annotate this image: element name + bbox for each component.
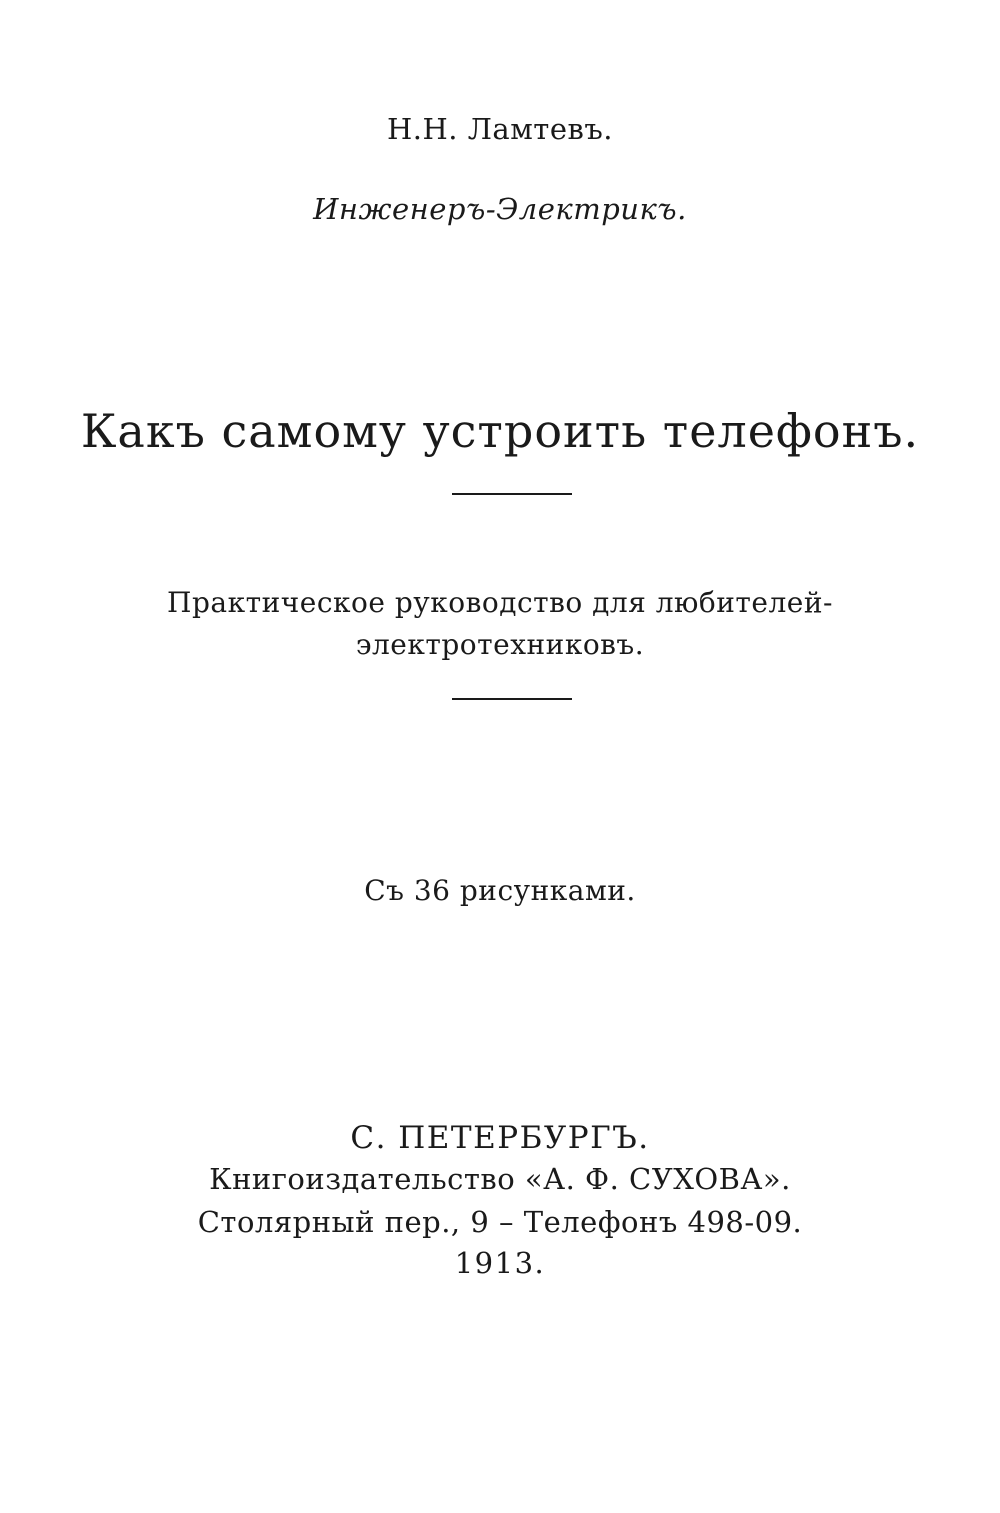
subtitle-line-1: Практическое руководство для любителей- [167,586,833,619]
imprint-city: С. ПЕТЕРБУРГЪ. [350,1120,650,1156]
subtitle-divider [452,698,572,700]
imprint-address: Столярный пер., 9 – Телефонъ 498-09. [197,1205,803,1239]
imprint-publisher: Книгоиздательство «А. Ф. СУХОВА». [209,1162,791,1196]
author-profession: Инженеръ-Электрикъ. [313,192,687,226]
author-name: Н.Н. Ламтевъ. [387,112,613,146]
book-title: Какъ самому устроить телефонъ. [80,404,920,458]
title-divider [452,493,572,495]
subtitle-line-2: электротехниковъ. [355,628,645,661]
imprint-year: 1913. [454,1246,546,1280]
illustrations-note: Съ 36 рисунками. [364,874,636,907]
